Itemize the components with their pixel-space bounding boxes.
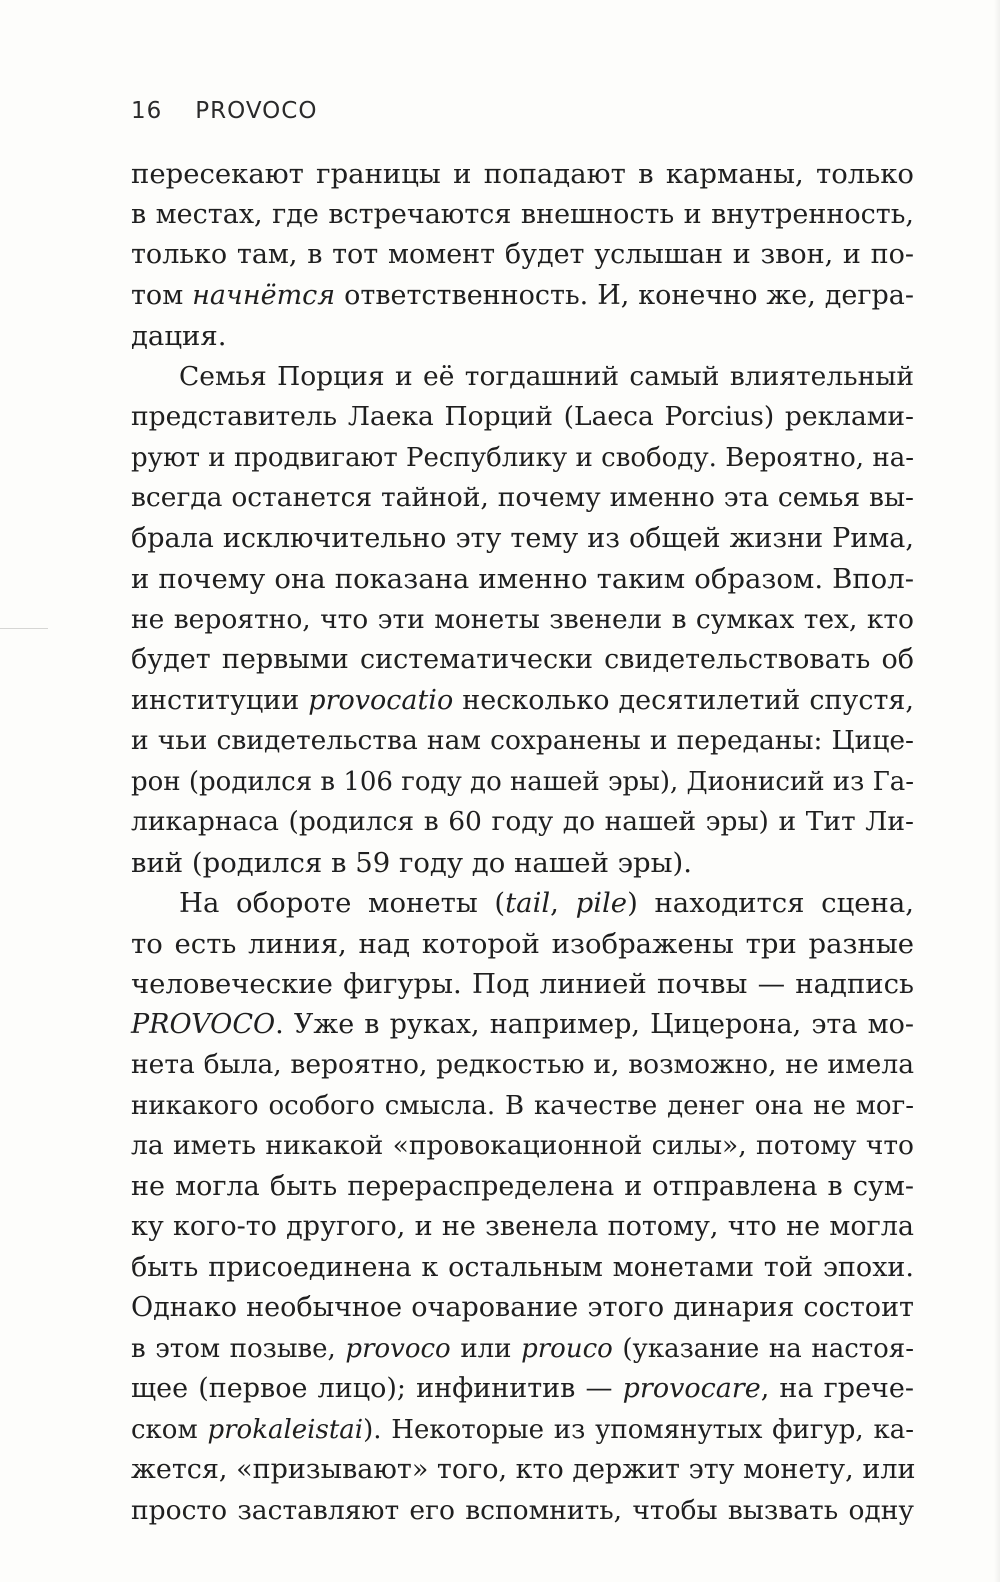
text-line: том начнётся ответственность. И, конечно же, дегра- [131,279,914,311]
running-head [131,98,317,124]
text-line: руют и продвигают Республику и свободу. Вероятно, на- [131,442,914,473]
text-line: только там, в тот момент будет услышан и звон, и по- [131,239,914,270]
italic-term: начнётся [192,279,336,311]
italic-term: prouco [521,1333,613,1364]
italic-term: tail [505,887,551,919]
text-line: Семья Порция и её тогдашний самый влиятельный [179,360,914,392]
text-line: будет первыми систематически свидетельствовать об [131,644,914,675]
running-title: PROVOCO [195,98,318,124]
text-line: пересекают границы и попадают в карманы, только [131,158,914,190]
italic-term: PROVOCO [131,1008,276,1040]
text-line: и почему она показана именно таким образом. Впол- [131,563,914,595]
text-line: нета была, вероятно, редкостью и, возможно, не имела [131,1049,914,1080]
page-number: 16 [131,98,163,124]
italic-term: provocare [622,1373,761,1404]
text-line: то есть линия, над которой изображены три разные [131,927,914,960]
text-line: дация. [131,320,227,352]
italic-term: prokaleistai [207,1414,364,1445]
text-line: На обороте монеты (tail, pile) находится сцена, [179,887,914,919]
text-line: быть присоединена к остальным монетами той эпохи. [131,1251,914,1283]
text-line: просто заставляют его вспомнить, чтобы вызвать одну [131,1494,914,1526]
text-line: ликарнаса (родился в 60 году до нашей эры) и Тит Ли- [131,806,914,837]
text-line: не могла быть перераспределена и отправлена в сум- [131,1170,914,1202]
italic-term: pile [575,887,628,919]
text-line: ском prokaleistai). Некоторые из упомянутых фигур, ка- [131,1414,914,1445]
text-line: представитель Лаека Порций (Laeca Porcius) реклами- [131,401,914,432]
text-line: в местах, где встречаются внешность и внутренность, [131,198,914,230]
italic-term: provoco [345,1333,451,1364]
text-line: жется, «призывают» того, кто держит эту монету, или [131,1454,916,1485]
text-line: ла иметь никакой «провокационной силы», потому что [131,1130,914,1161]
text-line: вий (родился в 59 году до нашей эры). [131,846,692,879]
text-line: Однако необычное очарование этого динария состоит [131,1292,914,1323]
text-line: в этом позыве, provoco или prouco (указание на настоя- [131,1333,914,1364]
text-line: брала исключительно эту тему из общей жизни Рима, [131,522,914,554]
page-edge-shadow [994,0,1000,1582]
text-line: щее (первое лицо); инфинитив — provocare, на грече- [131,1373,914,1404]
text-line: ку кого-то другого, и не звенела потому, что не могла [131,1211,914,1242]
scan-mark [0,628,48,629]
body-text [131,154,914,1531]
text-line: рон (родился в 106 году до нашей эры), Дионисий из Га- [131,766,915,797]
text-line: человеческие фигуры. Под линией почвы — надпись [131,968,914,1000]
italic-term: provocatio [308,684,454,716]
text-line: никакого особого смысла. В качестве денег она не мог- [131,1090,914,1121]
text-line: институции provocatio несколько десятилетий спустя, [131,684,914,716]
text-line: всегда останется тайной, почему именно эта семья вы- [131,482,914,513]
text-line: PROVOCO. Уже в руках, например, Цицерона, эта мо- [131,1008,914,1040]
text-line: не вероятно, что эти монеты звенели в сумках тех, кто [131,603,914,635]
text-line: и чьи свидетельства нам сохранены и переданы: Цице- [131,725,914,756]
